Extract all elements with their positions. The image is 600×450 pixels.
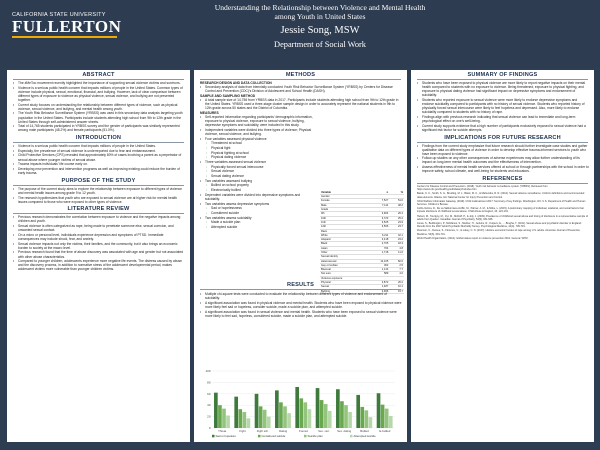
- bar: [275, 390, 279, 428]
- table-cell: 1,487: [369, 285, 390, 289]
- table-cell: 7.7: [389, 268, 404, 272]
- table-cell: Hispanic: [320, 238, 369, 242]
- bullet-item: • Current study supports evidence that a high number of participants exclusively exposed to sexual violence had a significant risk factor for suicide attempts.: [417, 124, 589, 132]
- sub-bullet-item: ◦ Physically forced sexual intercourse: [200, 165, 313, 169]
- table-cell: Race: [320, 229, 369, 233]
- bar: [304, 402, 308, 428]
- bullet-item: • Two variables assessed bullying: [200, 179, 313, 183]
- table-cell: 10.1: [389, 285, 404, 289]
- sub-bullet-item: ◦ Attempted suicide: [200, 225, 313, 229]
- university-logo: [12, 12, 122, 38]
- reference-entry: World Health Organization. (2014). Global status report on violence prevention 2014. Geneva: WHO.: [417, 236, 529, 240]
- bullet-item: • Independent variables were divided into three types of violence; Physical violence, sexual violence, and bullying.: [200, 128, 313, 136]
- bullet-item: • Sexual violence impacts not only the victims, their families, and the community, but it also brings an economic burden to society at the macro level.: [13, 242, 185, 250]
- bullet-item: • Developing new prevention and intervention programs as well as improving existing could reduce the burden of early trauma.: [13, 167, 185, 175]
- x-tick-label: Sex. dating: [337, 429, 352, 433]
- legend-swatch: [258, 435, 261, 438]
- summary-heading: SUMMARY OF FINDINGS: [467, 72, 538, 78]
- bullet-item: • The research hypothesizes that youth who are exposed to sexual violence are at higher risk for mental health issues compared to those who were exposed to other types of violence.: [13, 196, 185, 204]
- section-divider: [417, 183, 588, 184]
- x-tick-label: Forced: [299, 429, 308, 433]
- legend-swatch: [350, 435, 353, 438]
- summary-list: [411, 81, 594, 132]
- section-divider: [13, 79, 184, 80]
- bullet-item: • Findings align with previous research indicating that sexual violence can lead to immediate and long-term psychological effect on one's well-being.: [417, 115, 589, 123]
- bullet-item: • On a micro or personal level, individuals experience depression and symptoms of PTSD. Immediate consequences may include shock, fear, and anxiety.: [13, 233, 185, 241]
- bar: [340, 401, 344, 428]
- bullet-item: • Two variables assess suicidality: [200, 216, 313, 220]
- bullet-item: • Trauma impacts individuals' life course early on.: [13, 162, 185, 166]
- x-tick-label: Fight: [239, 429, 246, 433]
- table-cell: 3,904: [369, 212, 390, 216]
- table-cell: n: [369, 191, 390, 195]
- table-cell: 26.4: [389, 212, 404, 216]
- table-cell: 704: [369, 246, 390, 250]
- bar: [267, 417, 271, 428]
- literature-heading: LITERATURE REVIEW: [67, 206, 130, 213]
- table-cell: 51.0: [389, 199, 404, 203]
- table-cell: 589: [369, 272, 390, 276]
- bullet-item: • The #MeToo movement recently highlighted the importance of supporting sexual violence victims and survivors.: [13, 81, 185, 85]
- bar: [385, 409, 389, 428]
- bullet-item: • Violence is a serious public health concern that impacts millions of people in the United States.: [13, 144, 185, 148]
- table-cell: 25.2: [389, 216, 404, 220]
- bullet-item: • Total of 14,765 students participated in YRBSS survey and the gender of participants was similarly represented among male participants (48.2%) and female participants (51.0%).: [13, 124, 185, 132]
- table-cell: Heterosexual: [320, 259, 369, 263]
- reference-entry: Basile, K. C., Smith, S. G., Breiding, M. J., Black, M. C., & Mahendra, R. R. (2014). Sexual violence surveillance: Uniform definitions and recommended data elements. Atlanta, GA: National Center for Injury Prevention and Control.: [417, 192, 585, 199]
- table-cell: Not sure: [320, 272, 369, 276]
- bar: [259, 406, 263, 428]
- bar: [283, 406, 287, 428]
- bullet-item: • Previous research demonstrates the correlation between exposure to violence and the negative impacts among children and youth.: [13, 215, 185, 223]
- y-tick-label: 0: [208, 426, 211, 430]
- bullet-item: • Four variables assessed physical violence: [200, 137, 313, 141]
- table-cell: Other: [320, 251, 369, 255]
- bar: [316, 388, 320, 428]
- table-cell: Black: [320, 242, 369, 246]
- bullet-item: • Child Protective Services (CPS) revealed that approximately 80% of cases involving a parent as a perpetrator of sexual abuse where younger victims of sexual abuse.: [13, 153, 185, 161]
- table-cell: Sexual identity: [320, 255, 369, 259]
- bar: [247, 418, 251, 428]
- logo-underline: [12, 36, 117, 38]
- table-cell: 3,872: [369, 281, 390, 285]
- y-tick-label: 40: [207, 403, 211, 408]
- table-cell: 18.3: [389, 242, 404, 246]
- bar: [279, 402, 283, 428]
- logo-university-system: CALIFORNIA STATE UNIVERSITY: [12, 12, 106, 18]
- table-cell: 1,718: [369, 251, 390, 255]
- y-tick-label: 100: [205, 369, 211, 373]
- section-divider: [200, 289, 401, 290]
- table-cell: 2.5: [389, 263, 404, 267]
- methods-measures-text: [194, 111, 318, 230]
- bullet-item: • The purpose of the current study aims to explore the relationship between exposure to different types of violence and mental health issues among grade 9 to 12 youth.: [13, 187, 185, 195]
- introduction-list: [7, 144, 190, 175]
- table-cell: 48.2: [389, 203, 404, 207]
- author-name: Jessie Song, MSW: [280, 25, 360, 36]
- table-cell: 2,906: [369, 289, 390, 293]
- bar: [295, 387, 299, 428]
- bar: [255, 394, 259, 428]
- bullet-item: • Sexual violence is often categorized as rape, being made to penetrate someone else, sexual coercion, and unwanted sexual contact.: [13, 224, 185, 232]
- section-divider: [13, 185, 184, 186]
- table-cell: 12th: [320, 225, 369, 229]
- bar: [324, 404, 328, 428]
- table-cell: 7,114: [369, 203, 390, 207]
- table-cell: 82.0: [389, 259, 404, 263]
- table-cell: Grade: [320, 208, 369, 212]
- section-divider: [13, 142, 184, 143]
- table-cell: %: [389, 191, 404, 195]
- bar: [222, 409, 226, 428]
- x-tick-label: Threat: [218, 429, 227, 433]
- bullet-item: • Three variables assessed sexual violence: [200, 160, 313, 164]
- sub-bullet-item: ◦ Threatened at school: [200, 141, 313, 145]
- bar: [226, 415, 230, 428]
- table-cell: Sexual: [320, 285, 369, 289]
- table-cell: Asian: [320, 246, 369, 250]
- bullet-item: • Violence is a serious public health concern that impacts millions of people in the United States. Common types of violence include physical, sexual, emotional, financial, and bullying. However, lack of clear comparison between different types of exposure to violence as physical violence, sexual violence, and bullying are not presented together.: [13, 86, 185, 102]
- methods-heading: METHODS: [285, 72, 316, 78]
- bar: [263, 410, 267, 428]
- logo-campus-name: FULLERTON: [12, 17, 122, 36]
- bar: [214, 393, 218, 428]
- x-tick-label: Fight sch.: [256, 429, 269, 433]
- table-cell: 9th: [320, 212, 369, 216]
- bar: [328, 411, 332, 428]
- title-block: [180, 3, 460, 49]
- left-column: [7, 70, 190, 442]
- literature-list: [7, 215, 190, 271]
- section-divider: [417, 142, 588, 143]
- table-cell: Male: [320, 203, 369, 207]
- poster-header: [0, 0, 600, 68]
- bullet-item: • Current study focuses on understanding the relationship between different types of violence, such as physical violence, sexual violence, and bullying, and mental health among youth.: [13, 103, 185, 111]
- bar: [356, 395, 360, 428]
- legend-swatch: [304, 435, 307, 438]
- poster-title-line-2: among Youth in United States: [274, 12, 366, 21]
- x-tick-label: Dating: [279, 429, 288, 433]
- methods-measures-list: [194, 115, 318, 229]
- bullet-item: • Students who have been exposed to physical violence are more likely to report negative impacts on their mental health compared to students with no exposure to violence. Being threatened, exposure to physical fighting, and exposure to physical dating violence had significant impact on depressive symptoms and endorsement of suicidality.: [417, 81, 589, 97]
- x-tick-label: E-bullied: [379, 429, 391, 433]
- bar: [360, 407, 364, 428]
- sub-bullet-item: ◦ Considered suicide: [200, 211, 313, 215]
- table-cell: Gender: [320, 195, 369, 199]
- table-cell: 23.9: [389, 220, 404, 224]
- sub-bullet-item: ◦ Bullied on school property: [200, 183, 313, 187]
- bar: [381, 405, 385, 428]
- table-cell: White: [320, 233, 369, 237]
- sub-bullet-item: ◦ Physical fighting at school: [200, 151, 313, 155]
- sub-bullet-item: ◦ Physical dating violence: [200, 155, 313, 159]
- table-cell: Bullying: [320, 289, 369, 293]
- bullet-item: • Multiple chi-square tests were conducted to evaluate the relationship between different types of violence and endorsement of suicidality.: [200, 292, 402, 300]
- bar: [369, 417, 373, 428]
- table-cell: 19.7: [389, 289, 404, 293]
- bar: [299, 398, 303, 428]
- table-cell: Physical: [320, 281, 369, 285]
- reference-entry: Collin-Vezina, D., De La Sablonniere-Griffin, M., Palmer, A. M., & Milne, L. (2015). A preliminary mapping of individual, relational, and social factors that impede disclosure of childhood sexual abuse. Child Abuse & Neglect, 43, 123-134.: [417, 207, 584, 214]
- middle-column: [194, 70, 407, 442]
- legend-label: Attempted suicide: [353, 434, 376, 438]
- x-tick-label: Sex. viol.: [318, 429, 330, 433]
- table-cell: Variable: [320, 191, 369, 195]
- purpose-heading: PURPOSE OF THE STUDY: [61, 177, 136, 184]
- bar: [234, 397, 238, 428]
- bullet-item: • Compared to younger children, adolescents experience more negative life events. The distress caused by abuse and the discovery process, in addition to normative stress of the adolescent developmental period, makes adolescent victims more vulnerable than younger children victims.: [13, 259, 185, 271]
- bar: [344, 405, 348, 428]
- bar: [336, 389, 340, 428]
- table-cell: Gay or lesbian: [320, 263, 369, 267]
- references-heading: REFERENCES: [482, 175, 523, 182]
- sub-bullet-item: ◦ Sad or hopelessness: [200, 206, 313, 210]
- table-cell: 3,723: [369, 216, 390, 220]
- section-divider: [417, 79, 588, 80]
- department-name: Department of Social Work: [274, 40, 366, 49]
- methods-design-list: [194, 85, 407, 93]
- bar: [348, 412, 352, 428]
- legend-label: Suicide plan: [307, 434, 323, 438]
- table-cell: 2,705: [369, 242, 390, 246]
- bullet-item: • Two variables assess depressive symptoms: [200, 202, 313, 206]
- table-cell: 3,418: [369, 238, 390, 242]
- methods-measures-subheading: MEASURES: [200, 110, 219, 115]
- purpose-list: [7, 187, 190, 204]
- bullet-item: • A significant association was found in sexual violence and mental health. Students who have been exposed to sexual violence were more likely to feel sad, hopeless, considered suicide, made a suicide plan, and attempted suicide.: [200, 310, 402, 318]
- methods-sample-subheading: SAMPLE AND SAMPLING METHOD: [200, 93, 256, 98]
- results-bar-chart: [200, 368, 398, 438]
- table-cell: 11th: [320, 220, 369, 224]
- reference-entry: Centers for Disease Control and Prevention. (2018). Youth risk behavior surveillance system (YRBSS). Retrieved from https://www.cdc.gov/healthyyouth/data/yrbs/index.htm: [417, 184, 548, 192]
- bullet-item: • Dependent variables were divided into depressive symptoms and suicidality.: [200, 193, 313, 201]
- bar: [287, 413, 291, 428]
- table-cell: Bisexual: [320, 268, 369, 272]
- reference-entry: Child Welfare Information Gateway. (2019). Child maltreatment 2017: Summary of key findings. Washington, DC: U.S. Department of Health and Human Services, Children's Bureau.: [417, 199, 586, 206]
- reference-entry: Jonas, S., Bebbington, P., McManus, S., Meltzer, H., Jenkins, R., Kuipers, E., ... Brugha, T. (2011). Sexual abuse and psychiatric disorder in England: Results from the 2007 Adult Psychiatric Morbidity Survey. Psychological Medicine, 41(4), 709-719.: [417, 221, 582, 229]
- implications-list: [411, 144, 594, 174]
- table-cell: 42.1: [389, 233, 404, 237]
- bar: [365, 410, 369, 428]
- bullet-item: • A total sample size of 14,756 from YRBSS data in 2017. Participants include students attending high school from 9th to 12th grade in the United States. YRBSS used a three-stage cluster sample design in order to accurately represent the national students in 9th to 12th grade across 50 states and the District of Columbia.: [200, 98, 402, 110]
- bullet-item: • Findings from the current study emphasize that future research should further investigate case studies and gather qualitative data on different types of violence in order to develop effective trauma-informed services to youth who have been exposed to violence.: [417, 144, 589, 156]
- section-divider: [13, 213, 184, 214]
- table-cell: 362: [369, 263, 390, 267]
- bullet-item: • Assess effectiveness of mental health services offered at school or through partnerships with the school in order to improve safety, school climate, and well-being for students and educators.: [417, 165, 589, 173]
- methods-sample-list: [194, 98, 407, 110]
- table-cell: 6,211: [369, 233, 390, 237]
- legend-label: Sad or hopeless: [215, 434, 236, 438]
- table-cell: 3,506: [369, 225, 390, 229]
- bullet-item: • Especially, the prevalence of sexual violence is underreported due to fear and embarrassment.: [13, 149, 185, 153]
- table-cell: 1,143: [369, 268, 390, 272]
- legend-swatch: [212, 435, 215, 438]
- table-cell: Violence exposure: [320, 276, 369, 280]
- legend-label: Considered suicide: [261, 434, 286, 438]
- bullet-item: • The Youth Risk Behavior Surveillance System (YRBSS) was used in this secondary data analysis targeting youth population in the United States. Participants include students attending high school from 9th to 12th grade in the United States through self-administered answer sheets.: [13, 111, 185, 123]
- methods-design-subheading: RESEARCH DESIGN AND DATA COLLECTION: [200, 81, 272, 85]
- table-cell: Female: [320, 199, 369, 203]
- table-cell: 4.0: [389, 272, 404, 276]
- abstract-heading: ABSTRACT: [82, 72, 115, 78]
- sub-bullet-item: ◦ Physical fight: [200, 146, 313, 150]
- introduction-heading: INTRODUCTION: [75, 135, 122, 142]
- abstract-list: [7, 81, 190, 133]
- bar: [218, 405, 222, 428]
- y-tick-label: 20: [207, 414, 211, 419]
- bar: [320, 400, 324, 428]
- sub-bullet-item: ◦ Made a suicide plan: [200, 220, 313, 224]
- bullet-item: • Previous research found that the time of abuse discovery was associated with age and gender but not associated with other abuse characteristics.: [13, 250, 185, 258]
- table-cell: 23.2: [389, 238, 404, 242]
- bullet-item: • Follow-up studies on any other consequences of adverse experiences may allow further understanding of its impact on long-term mental health outcomes and the effectiveness of intervention.: [417, 156, 589, 164]
- bullet-item: • Students who reported exposure to sexual violence were more likely to endorse depressive symptoms and endorse suicidality compared to participants with no history of sexual violence. Students who reported history of physically forced sexual intercourse were likely to feel hopeless and depressed. Also, more likely to endorse suicidality compared to students with no history of rape.: [417, 98, 589, 114]
- table-cell: 11.6: [389, 251, 404, 255]
- x-tick-label: Bullied: [360, 429, 369, 433]
- results-chart: [200, 368, 398, 438]
- table-cell: 7,527: [369, 199, 390, 203]
- reference-entry: Peterson, C., DeGue, S., Florence, C., & Lokey, C. N. (2017). Lifetime economic burden of rape among U.S. adults. American Journal of Preventive Medicine, 52(6), 691-701.: [417, 229, 580, 236]
- bar: [238, 409, 242, 428]
- results-heading: RESULTS: [286, 282, 315, 288]
- right-column: [411, 70, 594, 442]
- demographics-table: [320, 191, 404, 294]
- table-cell: 26.2: [389, 281, 404, 285]
- sub-bullet-item: ◦ Sexual violence: [200, 169, 313, 173]
- table-cell: 12,105: [369, 259, 390, 263]
- poster-title-line-1: Understanding the Relationship between Violence and Mental Health: [214, 3, 426, 12]
- sub-bullet-item: ◦ Sexual dating violence: [200, 174, 313, 178]
- table-cell: 3,525: [369, 220, 390, 224]
- implications-heading: IMPLICATIONS FOR FUTURE RESEARCH: [444, 134, 561, 141]
- bar: [377, 393, 381, 428]
- sub-bullet-item: ◦ Electronically bullied: [200, 188, 313, 192]
- table-cell: 10th: [320, 216, 369, 220]
- bullet-item: • A significant association was found in physical violence and mental health. Students who have been exposed to physical violence were more likely feel sad or hopeless, consider suicide, made a suicide plan, and attempted suicide.: [200, 301, 402, 309]
- references-list: [411, 185, 594, 240]
- results-list: [194, 292, 407, 318]
- y-tick-label: 80: [207, 380, 211, 385]
- bullet-item: • Secondary analysis of data from biennially conducted Youth Risk Behavior Surveillance System (YRBSS) by Centers for Disease Control and Prevention (CDC)'s Division of Adolescent and School Health (DASH).: [200, 85, 402, 93]
- table-cell: 4.8: [389, 246, 404, 250]
- table-cell: 23.7: [389, 225, 404, 229]
- reference-entry: Hebert, M., Tourigny, M., Cyr, M., McDuff, P., & Joly, J. (2009). Prevalence of childhood sexual abuse and timing of disclosure in a representative sample of adults from Quebec. Canadian Journal of Psychiatry, 54(9), 631-636.: [417, 214, 588, 221]
- section-divider: [200, 79, 401, 80]
- y-tick-label: 60: [207, 391, 211, 396]
- bar: [389, 416, 393, 428]
- bar: [308, 409, 312, 428]
- bar: [243, 412, 247, 428]
- bullet-item: • Self-reported information regarding participants' demographic information, exposure to physical violence, exposure to sexual violence, bullying, depressive symptoms and suicidality, were included in this study.: [200, 115, 313, 127]
